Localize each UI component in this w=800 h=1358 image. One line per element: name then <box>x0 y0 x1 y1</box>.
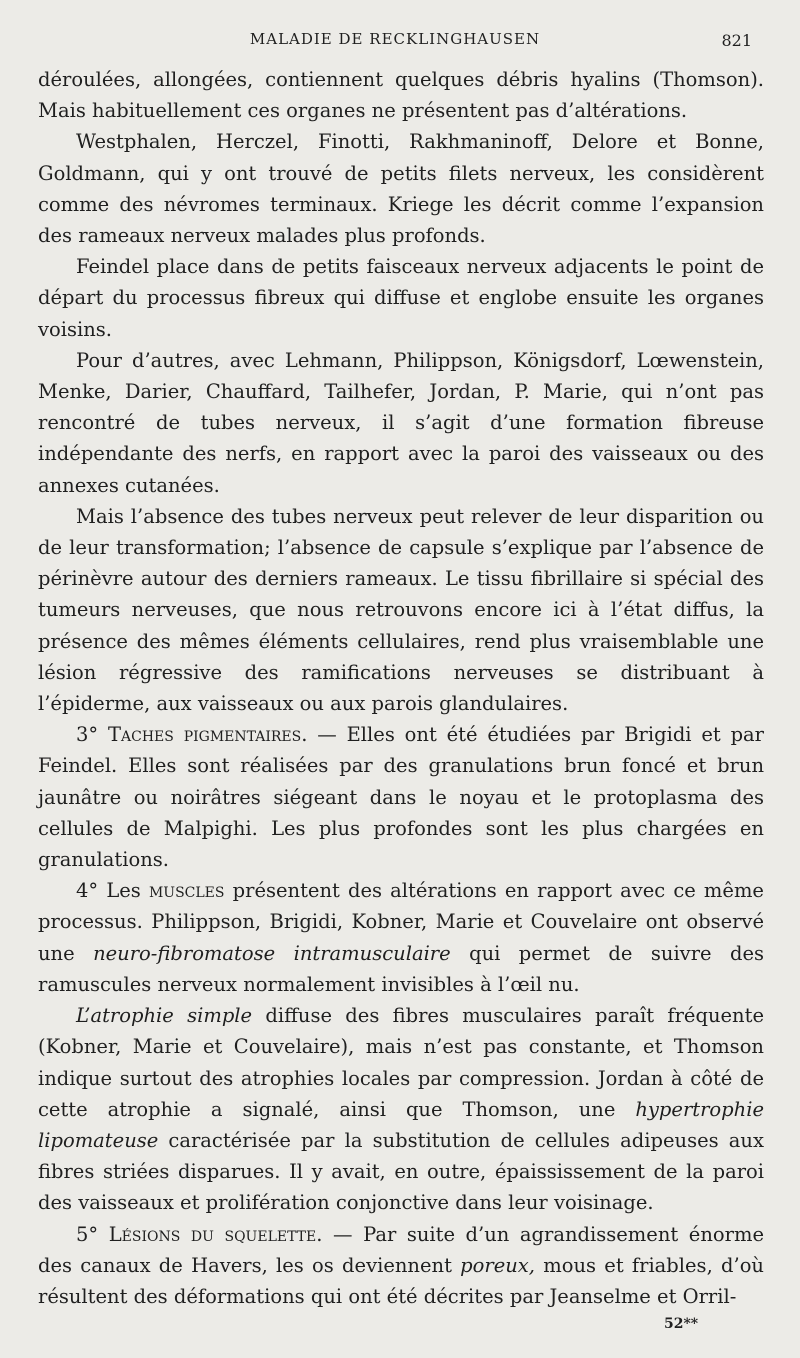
italic-term: neuro-fibromatose intramusculaire <box>93 941 451 965</box>
section-text: caractérisée par la substitution de cellules adipeuses aux fibres striées disparues. Il y avait, en outre, épaississement de la paroi des vaisseaux et prolifération conjonctive dans leur voisinage. <box>38 1128 764 1215</box>
paragraph: déroulées, allongées, contiennent quelques débris hyalins (Thomson). Mais habituellement ces organes ne présentent pas d’altérations. <box>38 68 764 123</box>
section-text: Les <box>98 879 149 903</box>
section-text: — Elles ont été étudiées par Brigidi et par Feindel. Elles sont réalisées par des granulations brun foncé et brun jaunâtre ou noirâtres siégeant dans le noyau et le protoplasma des cellules de Malpighi. Les plus profondes sont les plus chargées en granulations. <box>38 723 765 872</box>
paragraph: Feindel place dans de petits faisceaux nerveux adjacents le point de départ du processus fibreux qui diffuse et englobe ensuite les organes voisins. <box>38 255 764 341</box>
section-heading: muscles <box>148 879 225 903</box>
paragraph: Mais l’absence des tubes nerveux peut relever de leur disparition ou de leur transformation; l’absence de capsule s’explique par l’absence de périnèvre autour des derniers rameaux. Le tissu fibrillaire si spécial des tumeurs nerveuses, que nous retrouvons encore ici à l’état diffus, la présence des mêmes éléments cellulaires, rend plus vraisemblable une lésion régressive des ramifications nerveuses se distribuant à l’épiderme, aux vaisseaux ou aux parois glandulaires. <box>38 504 764 716</box>
page-number: 821 <box>721 31 752 50</box>
section-muscles <box>38 875 764 1000</box>
running-title: MALADIE DE RECKLINGHAUSEN <box>249 30 541 48</box>
section-number: 3° <box>76 723 99 747</box>
section-text: mous et friables, d’où résultent des déformations qui ont été décrites par Jeanselme et Orril- <box>38 1253 764 1308</box>
section-number: 5° <box>76 1222 99 1246</box>
italic-term: L’atrophie simple <box>76 1004 253 1028</box>
body-text <box>38 64 764 1312</box>
paragraph: Westphalen, Herczel, Finotti, Rakhmaninoff, Delore et Bonne, Goldmann, qui y ont trouvé de petits filets nerveux, les considèrent comme des névromes terminaux. Kriege les décrit comme l’expansion des rameaux nerveux malades plus profonds. <box>38 130 764 248</box>
section-pigment <box>38 719 764 875</box>
section-text: — Par suite d’un agrandissement énorme des canaux de Havers, les os deviennent <box>38 1222 764 1277</box>
page-header <box>0 30 800 54</box>
section-atrophie <box>38 1000 764 1218</box>
section-heading: Taches pigmentaires. <box>108 723 308 747</box>
section-text: qui permet de suivre des ramuscules nerveux normalement invisibles à l’œil nu. <box>38 941 765 996</box>
paragraph: Pour d’autres, avec Lehmann, Philippson, Königsdorf, Lœwenstein, Menke, Darier, Chauffard, Tailhefer, Jordan, P. Marie, qui n’ont pas rencontré de tubes nerveux, il s’agit d’une formation fibreuse indépendante des nerfs, en rapport avec la paroi des vaisseaux ou des annexes cutanées. <box>38 348 764 497</box>
section-text: diffuse des fibres musculaires paraît fréquente (Kobner, Marie et Couvelaire), mais n’est pas constante, et Thomson indique surtout des atrophies locales par compression. Jordan à côté de cette atrophie a signalé, ainsi que Thomson, une <box>38 1004 764 1121</box>
italic-term: poreux, <box>460 1253 535 1277</box>
section-text: présentent des altérations en rapport avec ce même processus. Philippson, Brigidi, Kobner, Marie et Couvelaire ont observé une <box>38 879 764 965</box>
section-heading: Lésions du squelette. <box>108 1222 323 1246</box>
printer-signature: 52** <box>664 1316 699 1332</box>
section-squelette <box>38 1219 764 1313</box>
italic-term: hypertrophie lipomateuse <box>38 1097 764 1152</box>
section-number: 4° <box>76 879 99 903</box>
